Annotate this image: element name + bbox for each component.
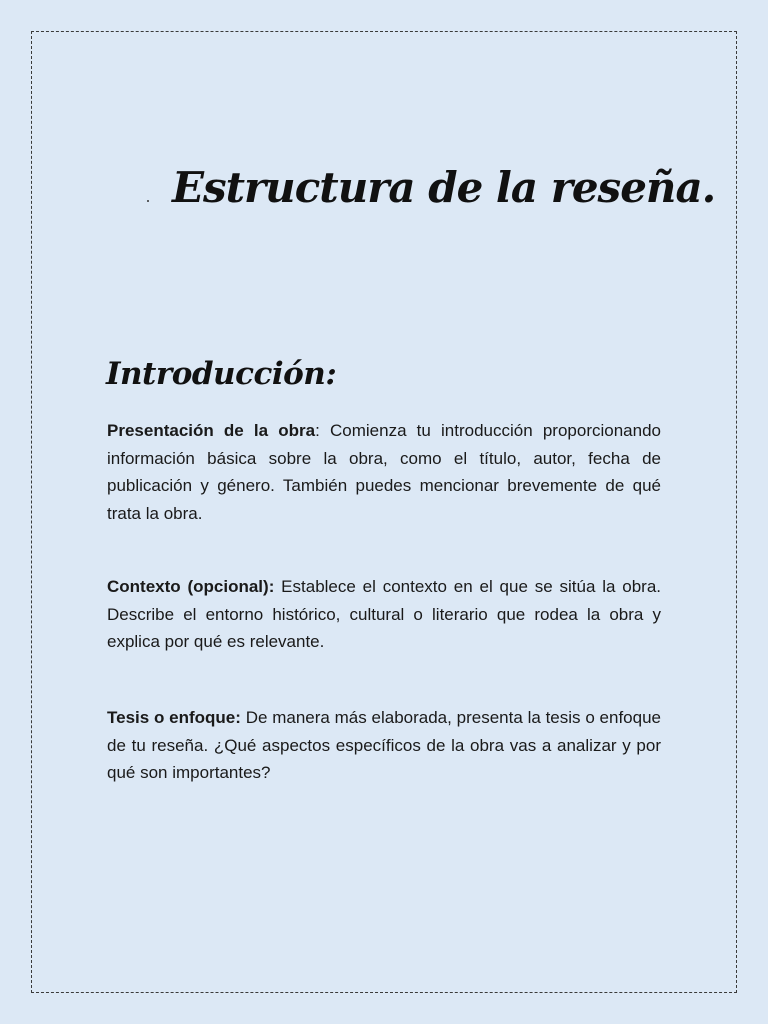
paragraph-lead: Presentación de la obra (107, 421, 316, 440)
document-title: Estructura de la reseña. (172, 163, 716, 212)
section-heading-introduccion: Introducción: (106, 356, 337, 392)
paragraph-body: : Comienza tu introducción proporcionando información básica sobre la obra, como el título, autor, fecha de publicación y género. También puedes mencionar brevemente de qué trata la obra. (107, 421, 661, 523)
paragraph-body: Establece el contexto en el que se sitúa la obra. Describe el entorno histórico, cultural o literario que rodea la obra y explica por qué es relevante. (107, 577, 662, 651)
paragraph-contexto (107, 573, 661, 656)
paragraph-body: De manera más elaborada, presenta la tesis o enfoque de tu reseña. ¿Qué aspectos específicos de la obra vas a analizar y por qué son importantes? (107, 708, 661, 782)
paragraph-lead: Contexto (opcional): (107, 577, 275, 596)
paragraph-presentacion (107, 417, 661, 527)
stray-dot (147, 200, 149, 202)
paragraph-lead: Tesis o enfoque: (107, 708, 241, 727)
paragraph-tesis (107, 704, 661, 787)
